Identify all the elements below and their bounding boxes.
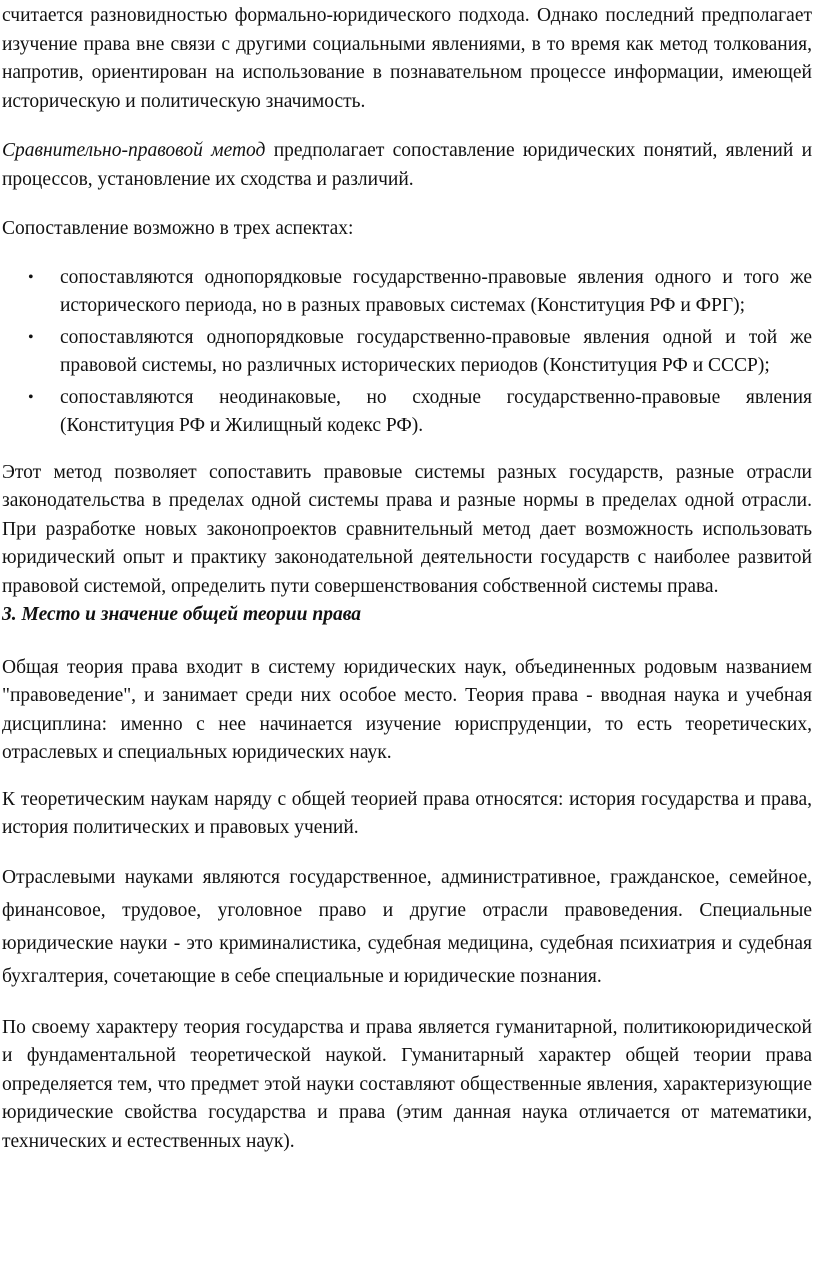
comparative-method-definition: предполагает сопоставление юридических понятий, явлений и процессов, установление их сходства и различий. (2, 140, 813, 190)
list-item-text: сопоставляются однопорядковые государственно-правовые явления одного и того же исторического периода, но в разных правовых системах (Конституция РФ и ФРГ); (60, 266, 812, 316)
aspects-list (2, 264, 812, 441)
bullet-marker: • (28, 388, 34, 406)
paragraph-general-theory-place: Общая теория права входит в систему юридических наук, объединенных родовым названием "правоведение", и занимает среди них особое место. Теория права - вводная наука и учебная дисциплина: именно с нее начинается изучение юриспруденции, то есть теоретических, отраслевых и специальных юридических наук. (2, 656, 812, 763)
bullet-marker: • (28, 268, 34, 286)
list-item (2, 264, 812, 321)
paragraph-method-benefits: Этот метод позволяет сопоставить правовые системы разных государств, разные отрасли законодательства в пределах одной системы права и разные нормы в пределах одной отрасли. При разработке новых законопроектов сравнительный метод дает возможность использовать юридический опыт и практику законодательной деятельности государств с наиболее развитой правовой системой, определить пути совершенствования собственной системы права. (2, 461, 812, 597)
bullet-marker: • (28, 328, 34, 346)
section-heading: 3. Место и значение общей теории права (2, 604, 362, 625)
list-item-text: сопоставляются однопорядковые государственно-правовые явления одной и той же правовой системы, но различных исторических периодов (Конституция РФ и СССР); (60, 326, 812, 376)
paragraph-interpretation-method: считается разновидностью формально-юридического подхода. Однако последний предполагает изучение права вне связи с другими социальными явлениями, в то время как метод толкования, напротив, ориентирован на использование в познавательном процессе информации, имеющей историческую и политическую значимость. (2, 5, 812, 112)
term-comparative-method: Сравнительно-правовой метод (2, 140, 266, 161)
paragraph-comparative-method (2, 137, 812, 194)
list-item (2, 324, 812, 381)
list-item (2, 384, 812, 441)
paragraph-aspects-intro: Сопоставление возможно в трех аспектах: (2, 218, 354, 239)
list-item-text: сопоставляются неодинаковые, но сходные государственно-правовые явления (Конституция РФ и Жилищный кодекс РФ). (60, 386, 812, 436)
paragraph-branch-sciences: Отраслевыми науками являются государственное, административное, гражданское, семейное, финансовое, трудовое, уголовное право и другие отрасли правоведения. Специальные юридические науки - это криминалистика, судебная медицина, судебная психиатрия и судебная бухгалтерия, сочетающие в себе специальные и юридические познания. (2, 866, 812, 987)
paragraph-theoretical-sciences: К теоретическим наукам наряду с общей теорией права относятся: история государства и права, история политических и правовых учений. (2, 788, 812, 838)
paragraph-theory-character: По своему характеру теория государства и права является гуманитарной, политикоюридической и фундаментальной теоретической наукой. Гуманитарный характер общей теории права определяется тем, что предмет этой науки составляют общественные явления, характеризующие юридические свойства государства и права (этим данная наука отличается от математики, технических и естественных наук). (2, 1016, 812, 1152)
